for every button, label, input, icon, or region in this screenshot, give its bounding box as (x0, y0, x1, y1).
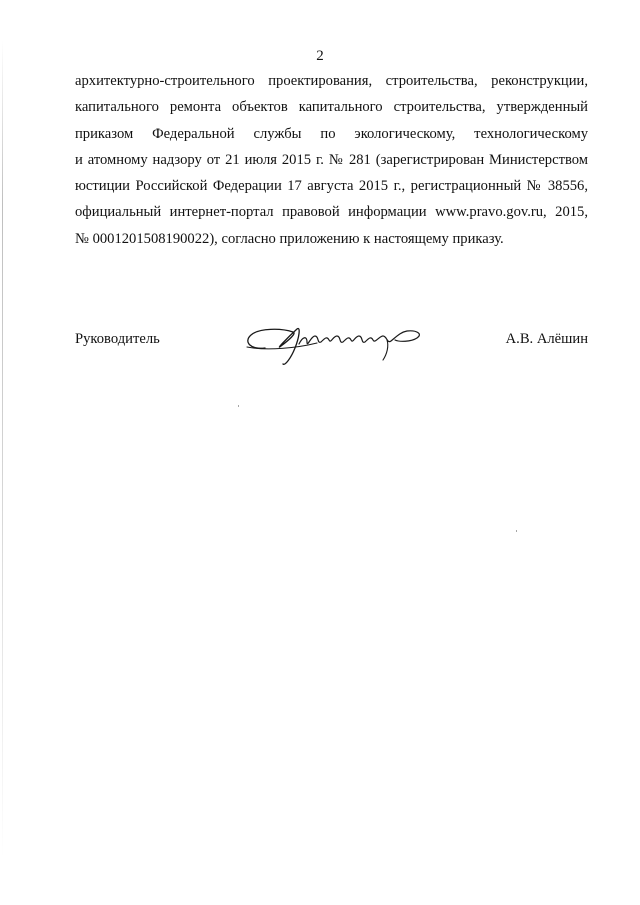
signature-block (75, 318, 588, 368)
scan-speck (516, 530, 517, 532)
paragraph-line: официальный интернет-портал правовой информации www.pravo.gov.ru, 2015, (75, 204, 588, 221)
paragraph-line: приказом Федеральной службы по экологическому, технологическому (75, 125, 588, 142)
paragraph-line: архитектурно-строительного проектирования, строительства, реконструкции, (75, 73, 588, 89)
signer-position: Руководитель (75, 331, 160, 347)
page-number: 2 (316, 48, 324, 64)
paragraph-line: и атомному надзору от 21 июля 2015 г. № 281 (зарегистрирован Министерством (75, 151, 588, 168)
paragraph-line: капитального ремонта объектов капитального строительства, утвержденный (75, 99, 588, 116)
signer-name: А.В. Алёшин (505, 331, 588, 347)
scan-speck (238, 405, 239, 407)
paragraph-line: юстиции Российской Федерации 17 августа 2015 г., регистрационный № 38556, (75, 178, 588, 195)
body-paragraph (75, 68, 588, 252)
paragraph-line: № 0001201508190022), согласно приложению к настоящему приказу. (75, 230, 504, 247)
handwritten-signature (237, 318, 437, 366)
scan-edge (2, 40, 3, 860)
